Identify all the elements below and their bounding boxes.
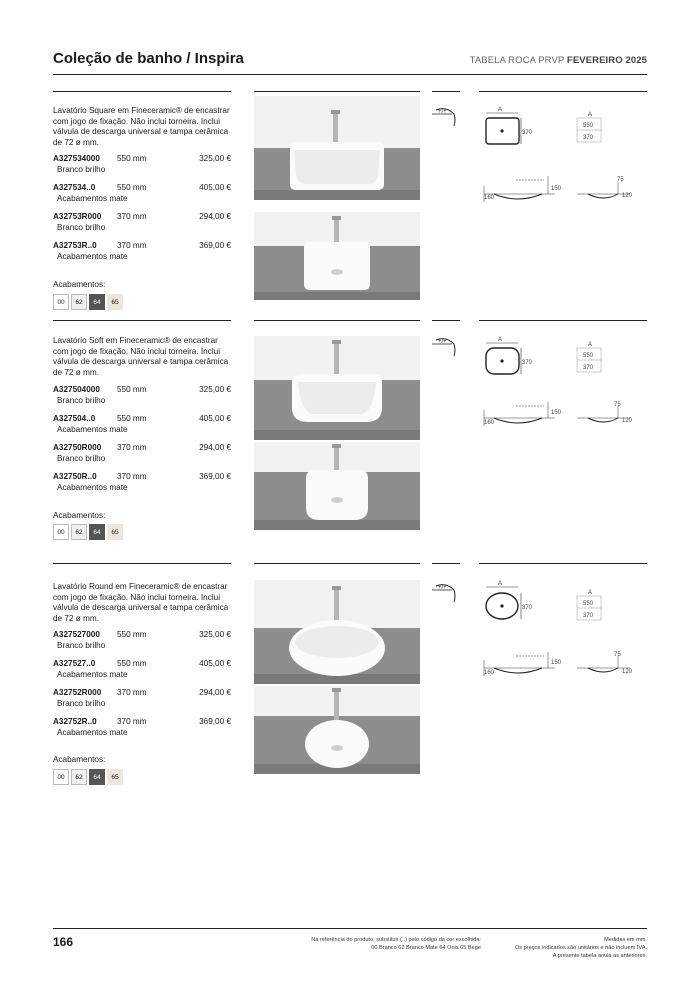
product-finish: Acabamentos mate bbox=[57, 728, 128, 737]
product-price: 325,00 € bbox=[199, 385, 231, 394]
product-size: 370 mm bbox=[117, 688, 147, 697]
product-row bbox=[53, 688, 231, 714]
product-code: A327527..0 bbox=[53, 659, 96, 668]
product-finish: Branco brilho bbox=[57, 165, 106, 174]
basin-photo-square-370 bbox=[254, 212, 420, 300]
front-total: 120 bbox=[622, 193, 633, 199]
footer-legal-line: Medidas em mm. bbox=[604, 937, 647, 943]
front-height: 75 bbox=[614, 652, 621, 658]
section-rule bbox=[479, 91, 647, 92]
footer-legal-line: Os preços indicados são unitários e não incluem IVA. bbox=[514, 945, 647, 951]
footer-note-line: Na referência do produto, substituir (..) pelo código da cor escolhida: bbox=[311, 937, 481, 943]
technical-drawing-square bbox=[480, 106, 633, 206]
price-table-label bbox=[470, 55, 647, 66]
product-code: A327504000 bbox=[53, 385, 100, 394]
swatch-onix: 64 bbox=[89, 294, 105, 310]
basin-photo-square-550 bbox=[254, 96, 420, 200]
product-row bbox=[53, 183, 231, 209]
side-height: 150 bbox=[551, 660, 562, 666]
product-code: A32750R..0 bbox=[53, 472, 97, 481]
dim-table-370: 370 bbox=[583, 613, 594, 619]
product-size: 370 mm bbox=[117, 212, 147, 221]
product-price: 325,00 € bbox=[199, 630, 231, 639]
product-size: 370 mm bbox=[117, 241, 147, 250]
product-size: 370 mm bbox=[117, 472, 147, 481]
product-finish: Branco brilho bbox=[57, 699, 106, 708]
install-icon bbox=[432, 104, 460, 130]
footer-note bbox=[300, 936, 481, 952]
dimension-depth: 370 bbox=[522, 130, 533, 136]
front-height: 75 bbox=[617, 177, 624, 183]
dim-table-head: A bbox=[588, 342, 593, 348]
section-rule bbox=[432, 91, 460, 92]
dim-table-550: 550 bbox=[583, 601, 594, 607]
product-row bbox=[53, 472, 231, 498]
product-finish: Branco brilho bbox=[57, 454, 106, 463]
product-code: A327527000 bbox=[53, 630, 100, 639]
product-code: A327504..0 bbox=[53, 414, 96, 423]
front-total: 120 bbox=[622, 669, 633, 675]
header-rule bbox=[53, 74, 647, 75]
svg-text:+/+: +/+ bbox=[438, 109, 447, 115]
product-size: 550 mm bbox=[117, 630, 147, 639]
section-rule bbox=[53, 91, 231, 92]
product-finish: Acabamentos mate bbox=[57, 483, 128, 492]
svg-text:+/+: +/+ bbox=[438, 585, 447, 591]
swatch-branco: 00 bbox=[53, 524, 69, 540]
side-total: 160 bbox=[484, 420, 495, 426]
product-price: 405,00 € bbox=[199, 659, 231, 668]
dim-table-370: 370 bbox=[583, 135, 594, 141]
product-size: 550 mm bbox=[117, 414, 147, 423]
section-rule bbox=[479, 563, 647, 564]
front-height: 75 bbox=[614, 402, 621, 408]
product-code: A32752R000 bbox=[53, 688, 102, 697]
finishes-label: Acabamentos: bbox=[53, 755, 106, 764]
product-row bbox=[53, 154, 231, 180]
install-icon bbox=[432, 334, 460, 360]
product-price: 405,00 € bbox=[199, 414, 231, 423]
dimension-depth: 370 bbox=[522, 360, 533, 366]
product-code: A327534000 bbox=[53, 154, 100, 163]
finishes-label: Acabamentos: bbox=[53, 280, 106, 289]
product-size: 370 mm bbox=[117, 717, 147, 726]
side-height: 150 bbox=[551, 186, 562, 192]
swatch-branco: 00 bbox=[53, 294, 69, 310]
technical-drawing-round bbox=[480, 580, 633, 680]
footer-note-line: 00 Branco 62 Branco Mate 64 Onix 65 Bege bbox=[371, 945, 481, 951]
footer-legal-line: A presente tabela anula as anteriores. bbox=[552, 953, 647, 959]
section-rule bbox=[254, 320, 420, 321]
section-rule bbox=[254, 91, 420, 92]
product-size: 550 mm bbox=[117, 659, 147, 668]
product-price: 369,00 € bbox=[199, 472, 231, 481]
dimension-depth: 370 bbox=[522, 605, 533, 611]
product-price: 405,00 € bbox=[199, 183, 231, 192]
dim-table-head: A bbox=[588, 590, 593, 596]
install-icon bbox=[432, 580, 460, 606]
product-finish: Branco brilho bbox=[57, 223, 106, 232]
product-code: A327534..0 bbox=[53, 183, 96, 192]
product-finish: Branco brilho bbox=[57, 396, 106, 405]
swatch-onix: 64 bbox=[89, 769, 105, 785]
technical-drawing-soft bbox=[480, 336, 633, 436]
section-rule bbox=[432, 320, 460, 321]
section-rule bbox=[254, 563, 420, 564]
product-size: 370 mm bbox=[117, 443, 147, 452]
side-total: 160 bbox=[484, 670, 495, 676]
dim-table-head: A bbox=[588, 112, 593, 118]
product-finish: Acabamentos mate bbox=[57, 252, 128, 261]
product-price: 369,00 € bbox=[199, 241, 231, 250]
product-row bbox=[53, 443, 231, 469]
swatch-branco-mate: 62 bbox=[71, 294, 87, 310]
side-total: 160 bbox=[484, 195, 495, 201]
basin-photo-soft-370 bbox=[254, 442, 420, 530]
svg-text:+/+: +/+ bbox=[438, 339, 447, 345]
product-code: A32750R000 bbox=[53, 443, 102, 452]
product-description: Lavatório Soft em Fineceramic® de encastrar com jogo de fixação. Não inclui torneira. Inclui válvula de descarga universal e tampa cerâmica de 72 ø mm. bbox=[53, 336, 229, 377]
front-total: 120 bbox=[622, 418, 633, 424]
side-height: 150 bbox=[551, 410, 562, 416]
swatch-onix: 64 bbox=[89, 524, 105, 540]
section-rule bbox=[479, 320, 647, 321]
product-row bbox=[53, 241, 231, 267]
basin-photo-soft-550 bbox=[254, 336, 420, 440]
product-price: 294,00 € bbox=[199, 443, 231, 452]
price-table-prefix: TABELA ROCA PRVP bbox=[469, 55, 565, 66]
swatch-branco-mate: 62 bbox=[71, 769, 87, 785]
finish-swatches bbox=[53, 294, 125, 310]
price-table-date: FEVEREIRO 2025 bbox=[566, 55, 647, 66]
finish-swatches bbox=[53, 769, 125, 785]
product-finish: Acabamentos mate bbox=[57, 194, 128, 203]
dimension-a: A bbox=[498, 581, 503, 587]
dim-table-370: 370 bbox=[583, 365, 594, 371]
product-code: A32753R000 bbox=[53, 212, 102, 221]
product-row bbox=[53, 212, 231, 238]
product-description: Lavatório Round em Fineceramic® de encastrar com jogo de fixação. Não inclui torneira. Inclui válvula de descarga universal e tampa cerâmica de 72 ø mm. bbox=[53, 582, 229, 623]
product-code: A32753R..0 bbox=[53, 241, 97, 250]
product-row bbox=[53, 717, 231, 743]
product-size: 550 mm bbox=[117, 385, 147, 394]
product-description: Lavatório Square em Fineceramic® de encastrar com jogo de fixação. Não inclui torneira. Inclui válvula de descarga universal e tampa cerâmica de 72 ø mm. bbox=[53, 106, 230, 147]
finishes-label: Acabamentos: bbox=[53, 511, 106, 520]
dim-table-550: 550 bbox=[583, 353, 594, 359]
basin-photo-round-550 bbox=[254, 580, 420, 684]
swatch-bege: 65 bbox=[107, 524, 123, 540]
product-finish: Acabamentos mate bbox=[57, 425, 128, 434]
product-size: 550 mm bbox=[117, 183, 147, 192]
dimension-a: A bbox=[498, 107, 503, 113]
product-size: 550 mm bbox=[117, 154, 147, 163]
footer-legal bbox=[490, 936, 647, 960]
product-price: 294,00 € bbox=[199, 688, 231, 697]
basin-photo-round-370 bbox=[254, 686, 420, 774]
section-rule bbox=[432, 563, 460, 564]
swatch-bege: 65 bbox=[107, 769, 123, 785]
product-row bbox=[53, 659, 231, 685]
product-price: 325,00 € bbox=[199, 154, 231, 163]
page-title: Coleção de banho / Inspira bbox=[53, 50, 244, 67]
dimension-a: A bbox=[498, 337, 503, 343]
section-rule bbox=[53, 320, 231, 321]
section-rule bbox=[53, 563, 231, 564]
product-price: 294,00 € bbox=[199, 212, 231, 221]
page-number: 166 bbox=[53, 935, 74, 949]
product-code: A32752R..0 bbox=[53, 717, 97, 726]
dim-table-550: 550 bbox=[583, 123, 594, 129]
product-row bbox=[53, 630, 231, 656]
swatch-branco: 00 bbox=[53, 769, 69, 785]
product-row bbox=[53, 414, 231, 440]
product-price: 369,00 € bbox=[199, 717, 231, 726]
product-row bbox=[53, 385, 231, 411]
swatch-branco-mate: 62 bbox=[71, 524, 87, 540]
finish-swatches bbox=[53, 524, 125, 540]
footer-rule bbox=[53, 928, 647, 929]
product-finish: Acabamentos mate bbox=[57, 670, 128, 679]
swatch-bege: 65 bbox=[107, 294, 123, 310]
product-finish: Branco brilho bbox=[57, 641, 106, 650]
